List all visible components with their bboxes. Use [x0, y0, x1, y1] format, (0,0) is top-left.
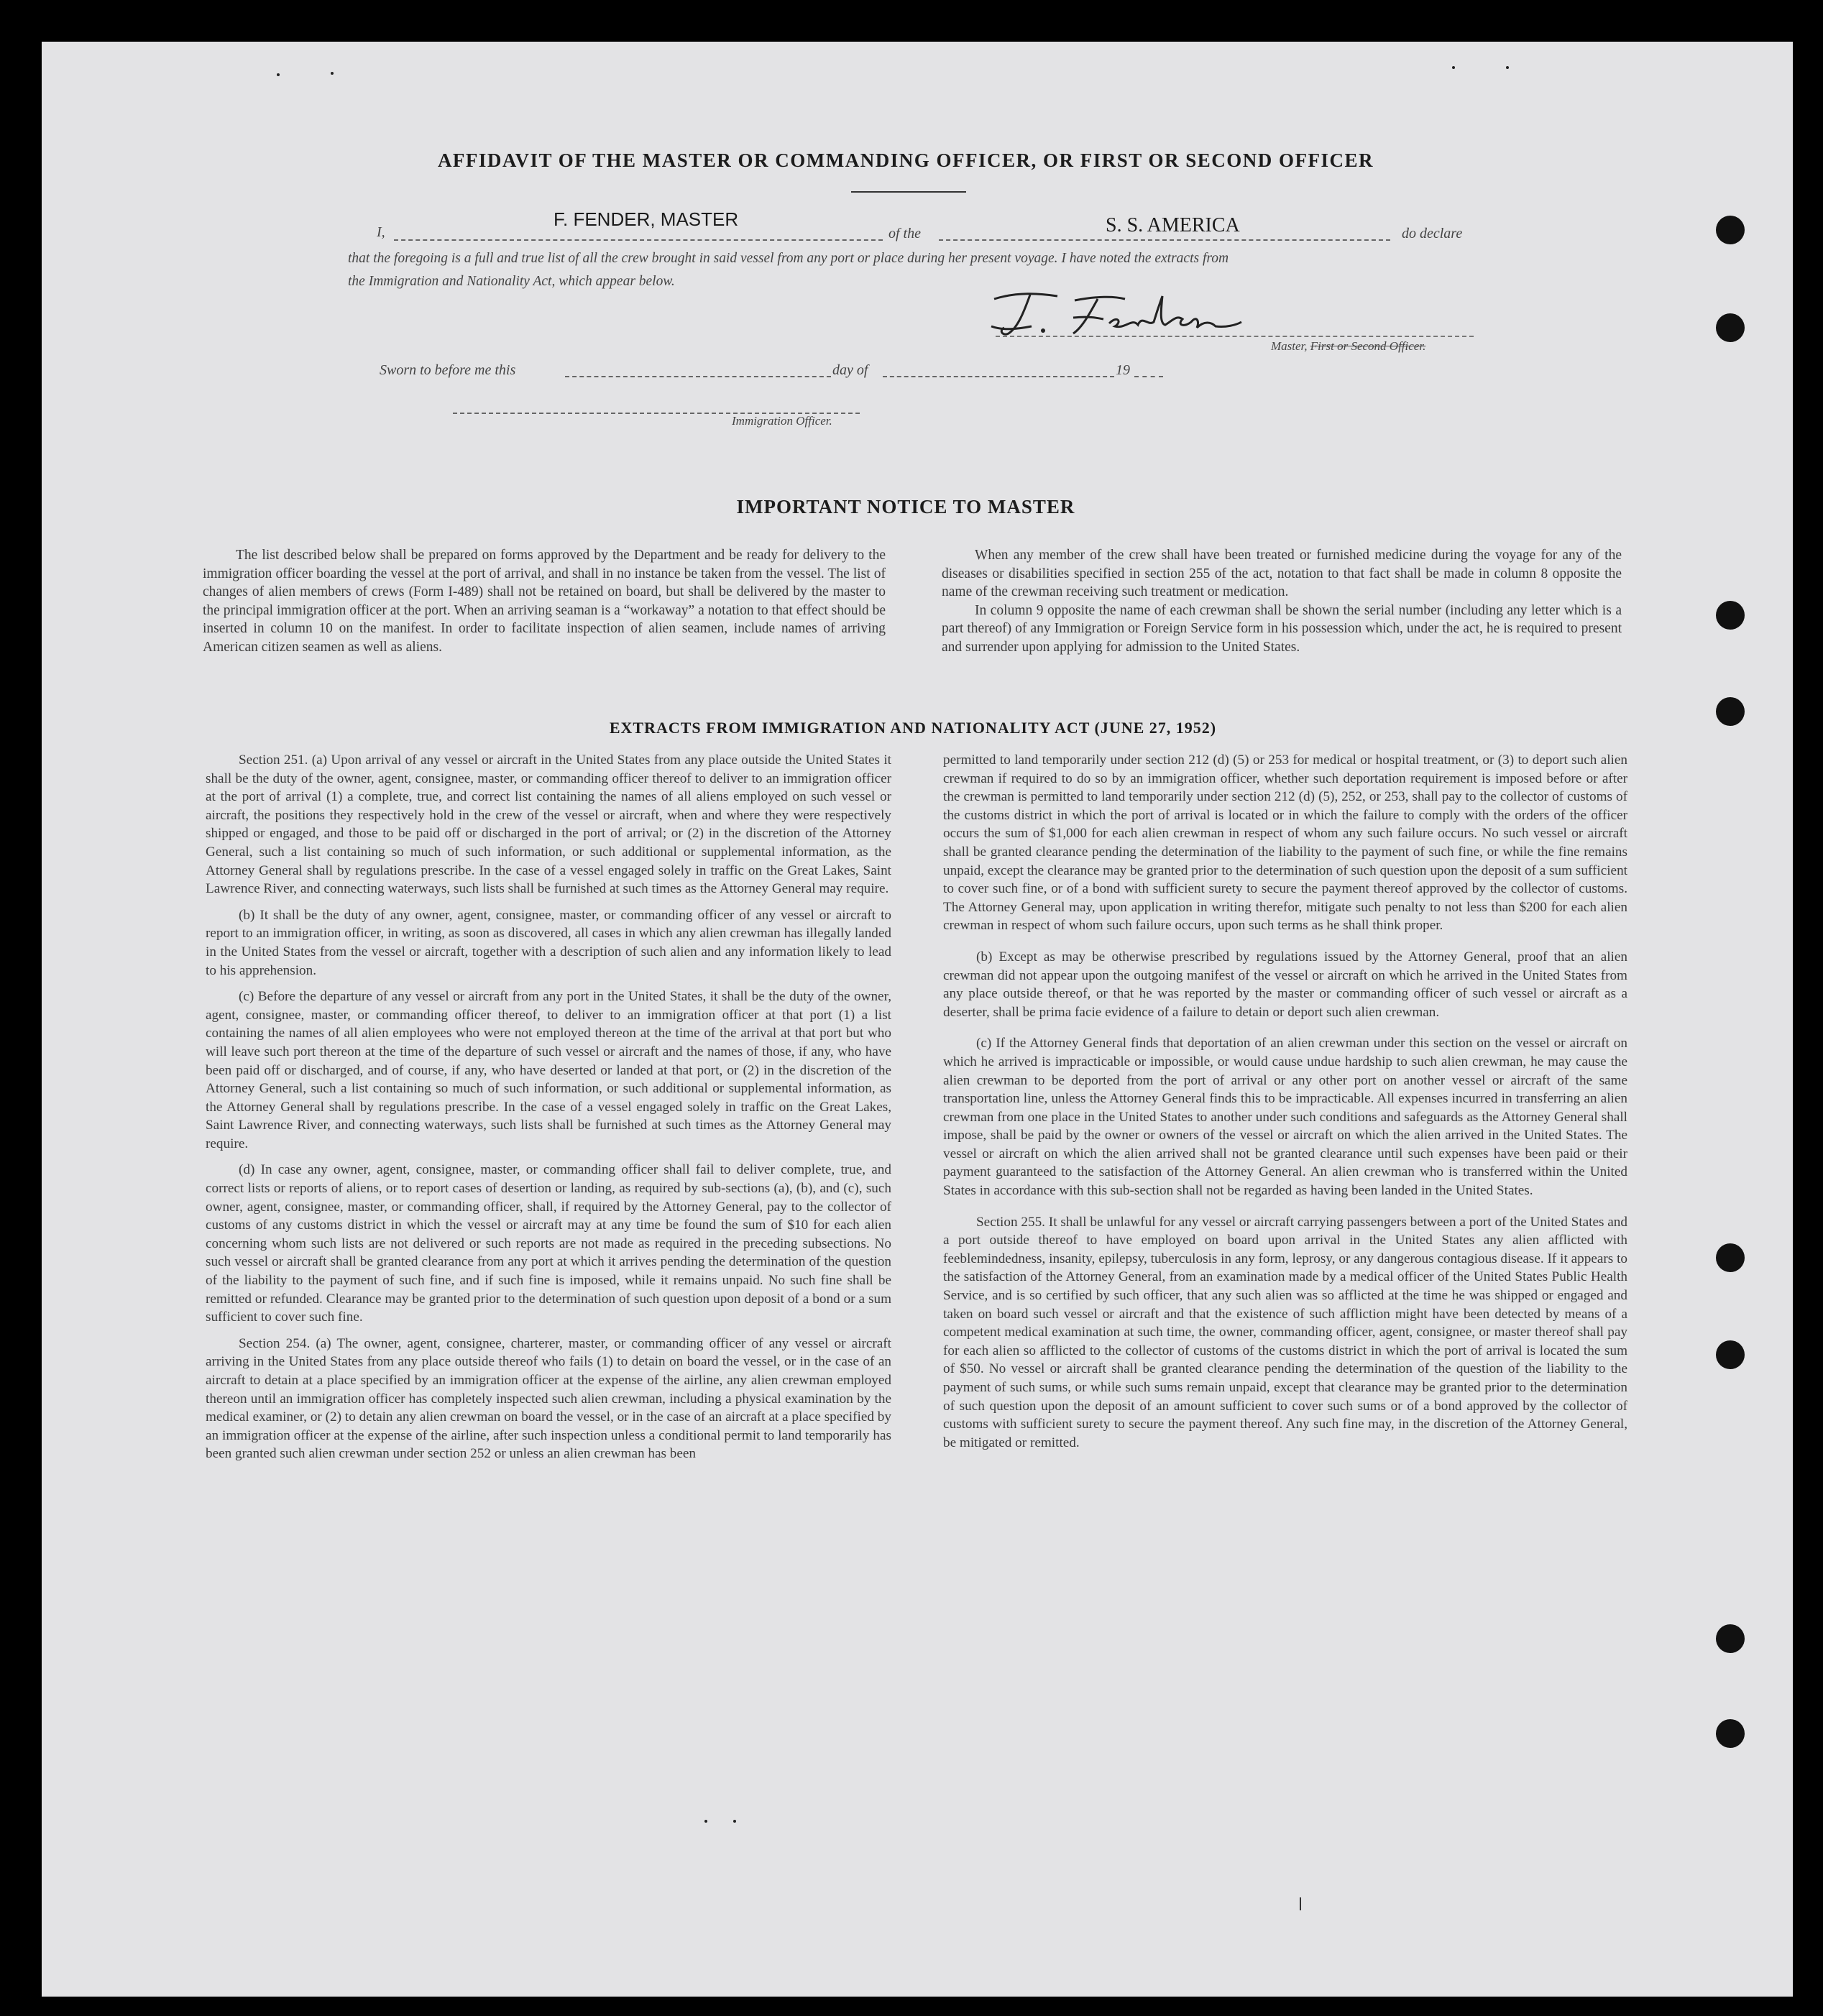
master-name-field[interactable]: F. FENDER, MASTER [554, 208, 739, 230]
punch-hole [1716, 601, 1745, 630]
punch-hole [1716, 1624, 1745, 1653]
extracts-title: EXTRACTS FROM IMMIGRATION AND NATIONALITY ACT (JUNE 27, 1952) [609, 719, 1217, 737]
sworn-day-line [565, 376, 831, 377]
prefix-i: I, [377, 224, 385, 240]
speck [277, 73, 280, 76]
year-line [1134, 376, 1163, 377]
year-prefix: 19 [1116, 362, 1130, 378]
extract-paragraph: permitted to land temporarily under section 212 (d) (5) or 253 for medical or hospital treatment, or (3) to deport such alien crewman if required to do so by an immigration officer, whether such deportation requirement is imposed before or after the crewman is permitted to land temporarily under section 212 (d) (5), 252, or 253, shall pay to the collector of customs of the customs district in which the port of arrival is located or in which the failure to comply with the orders of the officer occurs the sum of $1,000 for each alien crewman in respect of whom any such failure occurs. No such vessel or aircraft shall be granted clearance pending the determination of the liability to the payment of such fine, or while the fine remains unpaid, except the clearance may be granted prior to the determination of such question upon the deposit of a sum sufficient to cover such fine, or of a bond with sufficient surety to secure the payment thereof approved by the collector of customs. The Attorney General may, upon application in writing therefor, mitigate such penalty to not less than $200 for each alien crewman in respect of whom such failure occurs, upon such terms as he shall think proper. [943, 752, 1627, 934]
extract-paragraph: (b) Except as may be otherwise prescribed by regulations issued by the Attorney General, proof that an alien crewman did not appear upon the outgoing manifest of the vessel or aircraft on which he arrived in the United States from any place outside thereof, or that he was reported by the master or commanding officer of such vessel or aircraft as a deserter, shall be prima facie evidence of a failure to detain or deport such alien crewman. [943, 949, 1627, 1020]
speck [733, 1820, 736, 1823]
extract-paragraph: (b) It shall be the duty of any owner, agent, consignee, master, or commanding officer of any vessel or aircraft to report to an immigration officer, in writing, as soon as discovered, all cases in which any alien crewman has illegally landed in the United States from the vessel or aircraft, together with a description of such alien and any information likely to lead to his apprehension. [206, 907, 891, 978]
extract-paragraph: Section 251. (a) Upon arrival of any vessel or aircraft in the United States from any place outside the United States it shall be the duty of the owner, agent, consignee, master, or commanding officer thereof to deliver to an immigration officer at the port of arrival (1) a complete, true, and correct list containing the names of all aliens employed on such vessel or aircraft, the positions they respectively hold in the crew of the vessel or aircraft, when and where they were respectively shipped or engaged, and those to be paid off or discharged in the port of arrival; or (2) in the discretion of the Attorney General, such a list containing so much of such information, or such additional or supplemental information, as the Attorney General shall by regulations prescribe. In the case of a vessel engaged solely in traffic on the Great Lakes, Saint Lawrence River, and connecting waterways, such lists shall be furnished at such times as the Attorney General may require. [206, 752, 891, 897]
notice-left-column [203, 546, 886, 665]
vessel-name-field[interactable]: S. S. AMERICA [1106, 214, 1240, 236]
speck [704, 1820, 707, 1823]
punch-hole [1716, 216, 1745, 244]
affidavit-statement-line1: that the foregoing is a full and true list of all the crew brought in said vessel from any port or place during her present voyage. I have noted the extracts from [348, 251, 1229, 266]
signer-master-label: Master, [1271, 339, 1308, 353]
punch-hole [1716, 313, 1745, 342]
notice-right-column [942, 546, 1622, 665]
signer-label [1271, 339, 1425, 354]
speck [1452, 66, 1455, 69]
master-signature [988, 286, 1247, 344]
punch-hole [1716, 1243, 1745, 1272]
signer-struck-label: First or Second Officer. [1310, 339, 1426, 353]
signature-line [996, 336, 1474, 337]
extract-paragraph: (c) Before the departure of any vessel or aircraft from any port in the United States, it shall be the duty of the owner, agent, consignee, master, or commanding officer thereof, to deliver to an immigration officer at that port (1) a list containing the names of all alien employees who were not employed thereon at the time of the arrival at that port but who will leave such port thereon at the time of the departure of such vessel or aircraft and the names of those, if any, who have been paid off or discharged, and of course, if any, who have deserted or landed at that port, or (2) in the discretion of the Attorney General, such a list containing so much of such information, or such additional or supplemental information, as the Attorney General shall by regulations prescribe. In the case of a vessel engaged solely in traffic on the Great Lakes, Saint Lawrence River, and connecting waterways, such lists shall be furnished at such times as the Attorney General may require. [206, 989, 891, 1151]
extract-paragraph: Section 255. It shall be unlawful for any vessel or aircraft carrying passengers between a port of the United States and a port outside thereof to have employed on board upon arrival in the United States any alien afflicted with feeblemindedness, insanity, epilepsy, tuberculosis in any form, leprosy, or any dangerous contagious disease. If it appears to the satisfaction of the Attorney General, from an examination made by a medical officer of the United States Public Health Service, and is so certified by such officer, that any such alien was so afflicted at the time he was shipped or engaged and taken on board such vessel or aircraft and that the existence of such affliction might have been detected by means of a competent medical examination at such time, the owner, commanding officer, agent, consignee, or master thereof shall pay for each alien so afflicted to the collector of customs of the customs district in which the port of arrival is located the sum of $50. No vessel or aircraft shall be granted clearance pending the determination of the question of the liability to the payment of such sums, or while such sums remain unpaid, except that clearance may be granted prior to the determination of such question upon the deposit of an amount sufficient to cover such sums or of a bond approved by the collector of customs with sufficient surety to secure the payment thereof. Any such fine may, in the discretion of the Attorney General, be mitigated or remitted. [943, 1214, 1627, 1450]
extracts-left-column [206, 751, 891, 1471]
extract-paragraph: (d) In case any owner, agent, consignee, master, or commanding officer shall fail to deliver complete, true, and correct lists or reports of aliens, or to report cases of desertion or landing, as required by sub-sections (a), (b), and (c), such owner, agent, consignee, master, or commanding officer, shall, if required by the Attorney General, pay to the collector of customs of any customs district in which the vessel or aircraft may at any time be found the sum of $10 for each alien concerning whom such lists are not delivered or such reports are not made as required in the preceding subsections. No such vessel or aircraft shall be granted clearance from any port at which it arrives pending the determination of the question of the liability to the payment of such fine, and if such fine is imposed, while it remains unpaid. No such fine shall be remitted or refunded. Clearance may be granted prior to the determination of such question upon deposit of a bond or a sum sufficient to cover such fine. [206, 1162, 891, 1325]
officer-label: Immigration Officer. [732, 414, 832, 428]
vessel-line [939, 239, 1390, 241]
title-rule [851, 191, 966, 193]
sworn-label: Sworn to before me this [380, 362, 516, 378]
speck [1506, 66, 1509, 69]
sworn-month-line [883, 376, 1114, 377]
notice-left-paragraph: The list described below shall be prepared on forms approved by the Department and be ready for delivery to the immigration officer boarding the vessel at the port of arrival, and shall in no instance be taken from the vessel. The list of changes of alien members of crews (Form I-489) shall not be retained on board, but shall be delivered by the master to the principal immigration officer at the port. When an arriving seaman is a “workaway” a notation to that effect should be inserted in column 10 on the manifest. In order to facilitate inspection of alien seamen, include names of arriving American citizen seamen as well as aliens. [203, 548, 886, 655]
affidavit-title: AFFIDAVIT OF THE MASTER OR COMMANDING OFFICER, OR FIRST OR SECOND OFFICER [437, 149, 1374, 171]
punch-hole [1716, 1719, 1745, 1748]
name-line [394, 239, 883, 241]
extracts-right-column [943, 751, 1627, 1460]
speck [331, 72, 334, 75]
punch-hole [1716, 697, 1745, 726]
affidavit-statement-line2: the Immigration and Nationality Act, which appear below. [348, 274, 675, 289]
extract-paragraph: (c) If the Attorney General finds that deportation of an alien crewman under this section on the vessel or aircraft on which he arrived is impracticable or impossible, or would cause undue hardship to such alien crewman, he may cause the alien crewman to be deported from the port of arrival or any other port on another vessel or aircraft of the same transportation line, unless the Attorney General finds this to be impracticable. All expenses incurred in transferring an alien crewman from one place in the United States to another under such conditions and safeguards as the Attorney General shall impose, shall be paid by the owner or owners of the vessel or aircraft on which the alien arrived in the United States. The vessel or aircraft on which the alien arrived shall not be granted clearance until such expenses have been paid or their payment guaranteed to the satisfaction of the Attorney General. An alien crewman who is transferred within the United States in accordance with this sub-section shall not be regarded as having been landed in the United States. [943, 1036, 1627, 1199]
day-of-label: day of [832, 362, 868, 378]
notice-right-paragraph-2: In column 9 opposite the name of each crewman shall be shown the serial number (including any letter which is a part thereof) of any Immigration or Foreign Service form in his possession which, under the act, he is required to present and surrender upon applying for admission to the United States. [942, 602, 1622, 655]
notice-title: IMPORTANT NOTICE TO MASTER [736, 496, 1075, 517]
notice-right-paragraph-1: When any member of the crew shall have been treated or furnished medicine during the voyage for any of the diseases or disabilities specified in section 255 of the act, notation to that fact shall be made in column 8 opposite the name of the crewman receiving such treatment or medication. [942, 548, 1622, 600]
page-mark [1300, 1897, 1301, 1910]
of-the-label: of the [888, 226, 921, 241]
punch-hole [1716, 1340, 1745, 1369]
extract-paragraph: Section 254. (a) The owner, agent, consignee, charterer, master, or commanding officer of any vessel or aircraft arriving in the United States from any place outside thereof who fails (1) to detain on board the vessel, or in the case of an aircraft to detain at a place specified by an immigration officer at the expense of the airline, any alien crewman employed thereon until an immigration officer has completely inspected such alien crewman, including a physical examination by the medical examiner, or (2) to detain any alien crewman on board the vessel, or in the case of an aircraft at a place specified by an immigration officer at the expense of the airline, after such inspection unless a conditional permit to land temporarily has been granted such alien crewman under section 252 or unless an alien crewman has been [206, 1335, 891, 1462]
do-declare-label: do declare [1402, 226, 1463, 241]
